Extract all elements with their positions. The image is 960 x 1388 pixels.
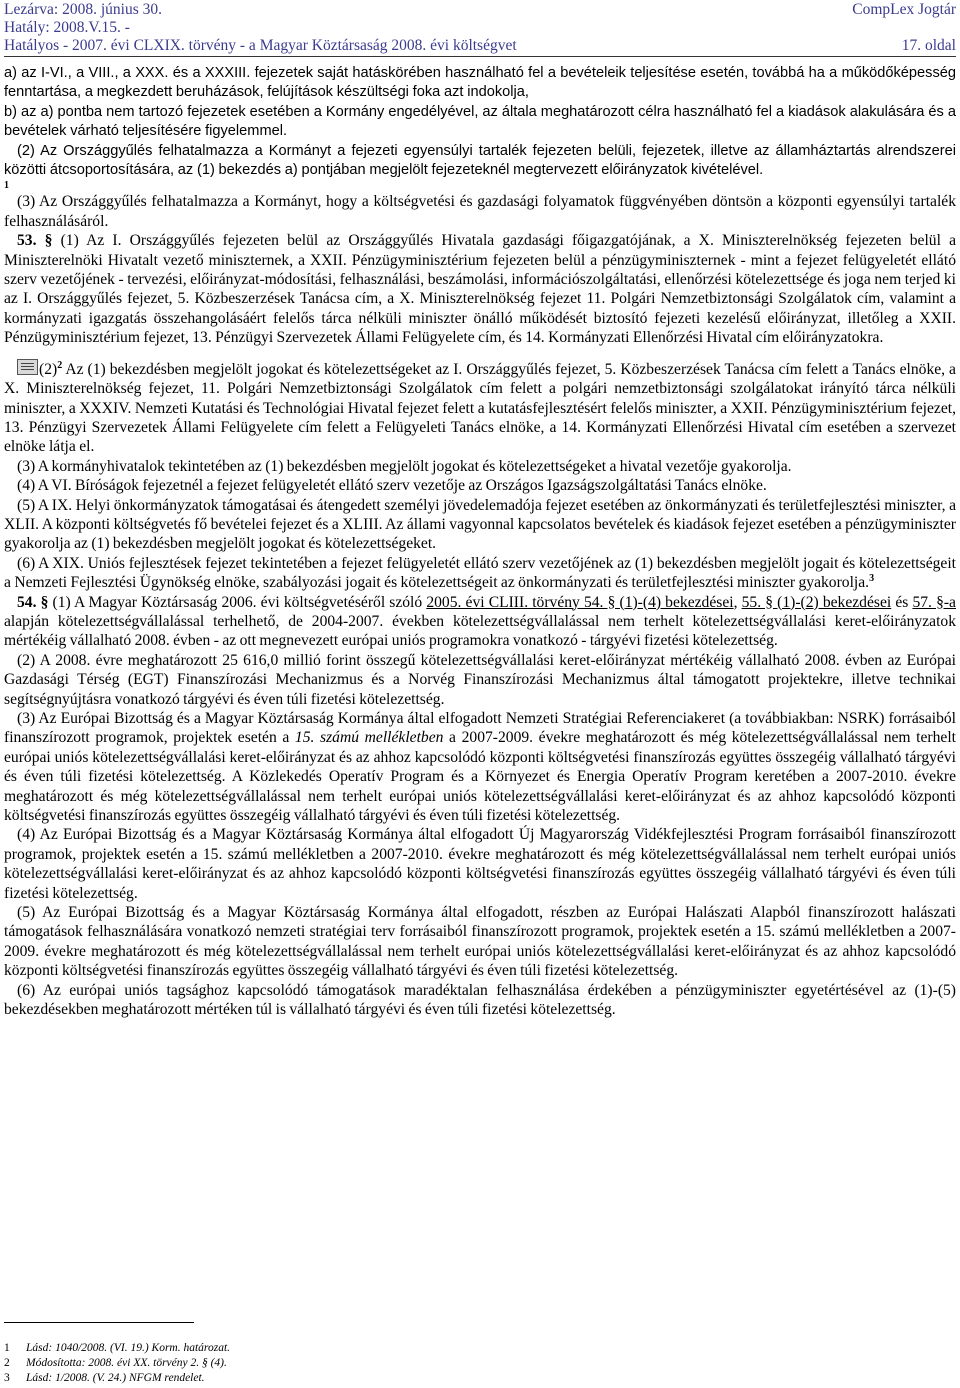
section-54-4: (4) Az Európai Bizottság és a Magyar Köztársaság Kormánya által elfogadott Új Magyarország Vidékfejlesztési Program forrásaiból finanszírozott programok, projektek esetén a 15. számú mellékletben a 2007-2010. évekre meghatározott és még kötelezettségvállalással nem terhelt európai uniós kötelezettségvállalási keret-előirányzat és az ahhoz kapcsolódó központi költségvetési finanszírozás együttes összegéig vállalható tárgyévi és éven túli fizetési kötelezettség. (4, 826, 956, 902)
header-product-name: CompLex Jogtár (852, 1, 956, 18)
document-icon[interactable] (17, 359, 38, 375)
document-body (4, 64, 956, 1020)
paragraph-52-2: (2) Az Országgyűlés felhatalmazza a Kormányt a fejezeti egyensúlyi tartalék fejezeten belüli, fejezetek, illetve az államháztartás alrendszerei közötti átcsoportosítására, az (1) bekezdés a) pontjában megjelölt fejezeteknél megtervezett előirányzatok kivételével. (4, 142, 956, 179)
section-54-1-text-b: , (733, 593, 742, 611)
section-53-1 (4, 231, 956, 347)
section-54-1-text-a: (1) A Magyar Köztársaság 2006. évi költségvetéséről szóló (52, 593, 427, 611)
paragraph-a: a) az I-VI., a VIII., a XXX. és a XXXIII. fejezetek saját hatáskörében használható fel a bevételeik teljesítése esetén, továbbá ha a működőképesség fenntartása, a megkezdett beruházások, felújítások készültségi foka azt indokolja, (4, 65, 956, 101)
footnote-2-text: Módosította: 2008. évi XX. törvény 2. § (4). (26, 1357, 227, 1369)
section-53-4: (4) A VI. Bíróságok fejezetnél a fejezet felügyeletét ellátó szerv vezetője az Országos Igazságszolgáltatási Tanács elnöke. (17, 477, 767, 495)
section-53-6-text: (6) A XIX. Uniós fejlesztések fejezet tekintetében a fejezet felügyeletét ellátó szerv vezetőjének az (1) bekezdésben megjelölt jogait és kötelezettségeit a Nemzeti Fejlesztési Ügynökség elnöke, szabályozási jogait és kötelezettségeit az önkormányzati és területfejlesztési miniszter gyakorolja. (4, 554, 956, 592)
section-53-5: (5) A IX. Helyi önkormányzatok támogatásai és átengedett személyi jövedelemadója fejezet esetében az önkormányzati és területfejlesztési miniszter, a XLII. A központi költségvetés fő bevételei fejezet és a XLIII. Az állami vagyonnal kapcsolatos bevételek és kiadások fejezet esetében a pénzügyminiszter gyakorolja az (1) bekezdésben megjelölt jogokat és kötelezettségeket. (4, 496, 956, 553)
footnote-divider (4, 1322, 194, 1323)
section-53-2-text: Az (1) bekezdésben megjelölt jogokat és kötelezettségeket az I. Országgyűlés fejezet, 5. Közbeszerzések Tanácsa cím felett a Tanács elnöke, a X. Miniszterelnökség fejezet, 11. Polgári Nemzetbiztonsági Szolgálatok cím felett a polgári nemzetbiztonsági szolgálatokat irányító tárca nélküli miniszter, a XXXIV. Nemzeti Kutatási és Technológiai Hivatal fejezet felett a kutatásfejlesztésért felelős miniszter, a XXII. Pénzügyminisztérium fejezet, 13. Pénzügyi Szervezetek Állami Felügyelete cím felett a Felügyeleti Tanács elnöke, a 14. Kormányzati Ellenőrzési Hivatal cím esetében a szervezet elnöke látja el. (4, 360, 956, 456)
link-55-section[interactable]: 55. § (1)-(2) bekezdései (741, 593, 892, 611)
footnote-1-text: Lásd: 1040/2008. (VI. 19.) Korm. határozat. (26, 1342, 231, 1354)
header-page-number: 17. oldal (901, 37, 956, 54)
section-54-3-annex-ref: 15. számú mellékletben (294, 729, 444, 747)
section-54-3-text-a: (3) Az Európai Bizottság és a Magyar Köztársaság Kormánya által elfogadott Nemzeti Stratégiai Referenciakeret (a továbbiakban: NSRK) forrásaiból finanszírozott programok, projektek esetén a (4, 710, 956, 747)
link-2005-act-54[interactable]: 2005. évi CLIII. törvény 54. § (1)-(4) bekezdései (426, 593, 734, 611)
section-53-2-num: (2) (39, 360, 58, 378)
footnote-3 (4, 1371, 205, 1385)
section-54-5: (5) Az Európai Bizottság és a Magyar Köztársaság Kormánya által elfogadott, részben az Európai Halászati Alapból finanszírozott halászati támogatások felhasználására vonatkozó nemzeti stratégiai terv forrásaiból finanszírozott programok, projektek esetén a 15. számú mellékletben a 2007-2009. évekre meghatározott és még kötelezettségvállalással nem terhelt európai uniós kötelezettségvállalási keret-előirányzat és az ahhoz kapcsolódó központi költségvetési finanszírozás együttes összegéig vállalható tárgyévi és éven túli fizetési kötelezettség. (4, 904, 956, 980)
footnote-marker-1[interactable]: 1 (4, 180, 9, 192)
footnote-marker-3[interactable]: 3 (869, 572, 875, 584)
paragraph-b: b) az a) pontba nem tartozó fejezetek esetében a Kormány engedélyével, az általa meghatározott célra használható fel a kiadások alakulására és a bevételek várható teljesítésére figyelemmel. (4, 103, 956, 140)
section-53-6 (4, 554, 956, 593)
section-53-2 (4, 359, 956, 457)
section-54-3-text-b: a 2007-2009. évekre meghatározott és még kötelezettségvállalással nem terhelt európai uniós kötelezettségvállalási keret-előirányzat és az ahhoz kapcsolódó központi költségvetési finanszírozás együttes összegéig vállalható tárgyévi és éven túli fizetési kötelezettség. A Közlekedés Operatív Program és a Környezet és Energia Operatív Program keretében a 2007-2010. évekre meghatározott és még kötelezettségvállalással nem terhelt európai uniós kötelezettségvállalási keret-előirányzat és az ahhoz kapcsolódó központi költségvetési finanszírozás együttes összegéig vállalható tárgyévi és éven túli fizetési kötelezettség. (4, 729, 956, 825)
section-53-3: (3) A kormányhivatalok tekintetében az (1) bekezdésben megjelölt jogokat és kötelezettségeket a hivatal vezetője gyakorolja. (17, 457, 792, 475)
section-54-6: (6) Az európai uniós tagsághoz kapcsolódó támogatások maradéktalan felhasználása érdekében a pénzügyminiszter egyetértésével az (1)-(5) bekezdésekben meghatározott mértéken túl is vállalható tárgyévi és éven túli fizetési kötelezettség. (4, 981, 956, 1019)
section-54-1-text-d: alapján kötelezettségvállalással terhelhető, de 2004-2007. években kötelezettségvállalással nem terhelt kötelezettségvállalási keret-előirányzatok mértékéig vállalható 2008. évben - az ott megnevezett európai uniós programokra vonatkozó - tárgyévi fizetési kötelezettség. (4, 612, 956, 650)
footnote-1 (4, 1341, 230, 1355)
section-54-label: 54. § (17, 593, 49, 611)
header-effective-date: Hatály: 2008.V.15. - (4, 19, 130, 36)
section-53-label: 53. § (17, 232, 53, 250)
section-54-2: (2) A 2008. évre meghatározott 25 616,0 millió forint összegű kötelezettségvállalási keret-előirányzat mértékéig vállalható 2008. évben az Európai Gazdasági Térség (EGT) Finanszírozási Mechanizmus és a Norvég Finanszírozási Mechanizmus által támogatott projektekre, illetve technikai segítségnyújtásra vonatkozó tárgyévi és éven túli fizetési kötelezettség. (4, 651, 956, 708)
footnote-2 (4, 1356, 227, 1370)
header-act-title: Hatályos - 2007. évi CLXIX. törvény - a Magyar Köztársaság 2008. évi költségvet (4, 37, 517, 54)
footnote-marker-2[interactable]: 2 (57, 359, 63, 371)
section-54-1-text-c: és (891, 593, 913, 611)
paragraph-52-3: (3) Az Országgyűlés felhatalmazza a Kormányt, hogy a költségvetési és gazdasági folyamatok függvényében döntsön a központi egyensúlyi tartalék felhasználásáról. (4, 193, 956, 230)
footnote-3-text: Lásd: 1/2008. (V. 24.) NFGM rendelet. (26, 1372, 205, 1384)
footnote-3-num: 3 (4, 1372, 10, 1384)
footnote-2-num: 2 (4, 1357, 10, 1369)
header-divider (4, 56, 956, 57)
link-57-section[interactable]: 57. §-a (912, 593, 956, 611)
section-54-3 (4, 709, 956, 825)
section-53-1-text: (1) Az I. Országgyűlés fejezeten belül az Országgyűlés Hivatala gazdasági főigazgatójának, a X. Miniszterelnökség fejezeten belül a Miniszterelnöki Hivatalt vezető miniszternek, a XXII. Pénzügyminisztérium fejezeten belül a pénzügyminiszternek - mint a fejezet felügyeletét ellátó szerv vezetőjének - tervezési, előirányzat-módosítási, felhasználási, beszámolási, információszolgáltatási, ellenőrzési kötelezettsége és joga nem terjed ki az I. Országgyűlés fejezet, 5. Közbeszerzések Tanácsa cím, a X. Miniszterelnökség fejezet 11. Polgári Nemzetbiztonsági Szolgálatok cím, valamint a kormányzati igazgatás összehangolásáért felelős tárca nélküli miniszter önálló működését biztosító fejezeti kezelésű előirányzat, illetőleg a XXII. Pénzügyminisztérium fejezet, 13. Pénzügyi Szervezetek Állami Felügyelete cím, és 14. Kormányzati Ellenőrzési Hivatal cím előirányzatokra. (4, 232, 956, 347)
footnote-1-num: 1 (4, 1342, 10, 1354)
section-54-1 (4, 593, 956, 651)
header-closed-date: Lezárva: 2008. június 30. (4, 1, 162, 18)
